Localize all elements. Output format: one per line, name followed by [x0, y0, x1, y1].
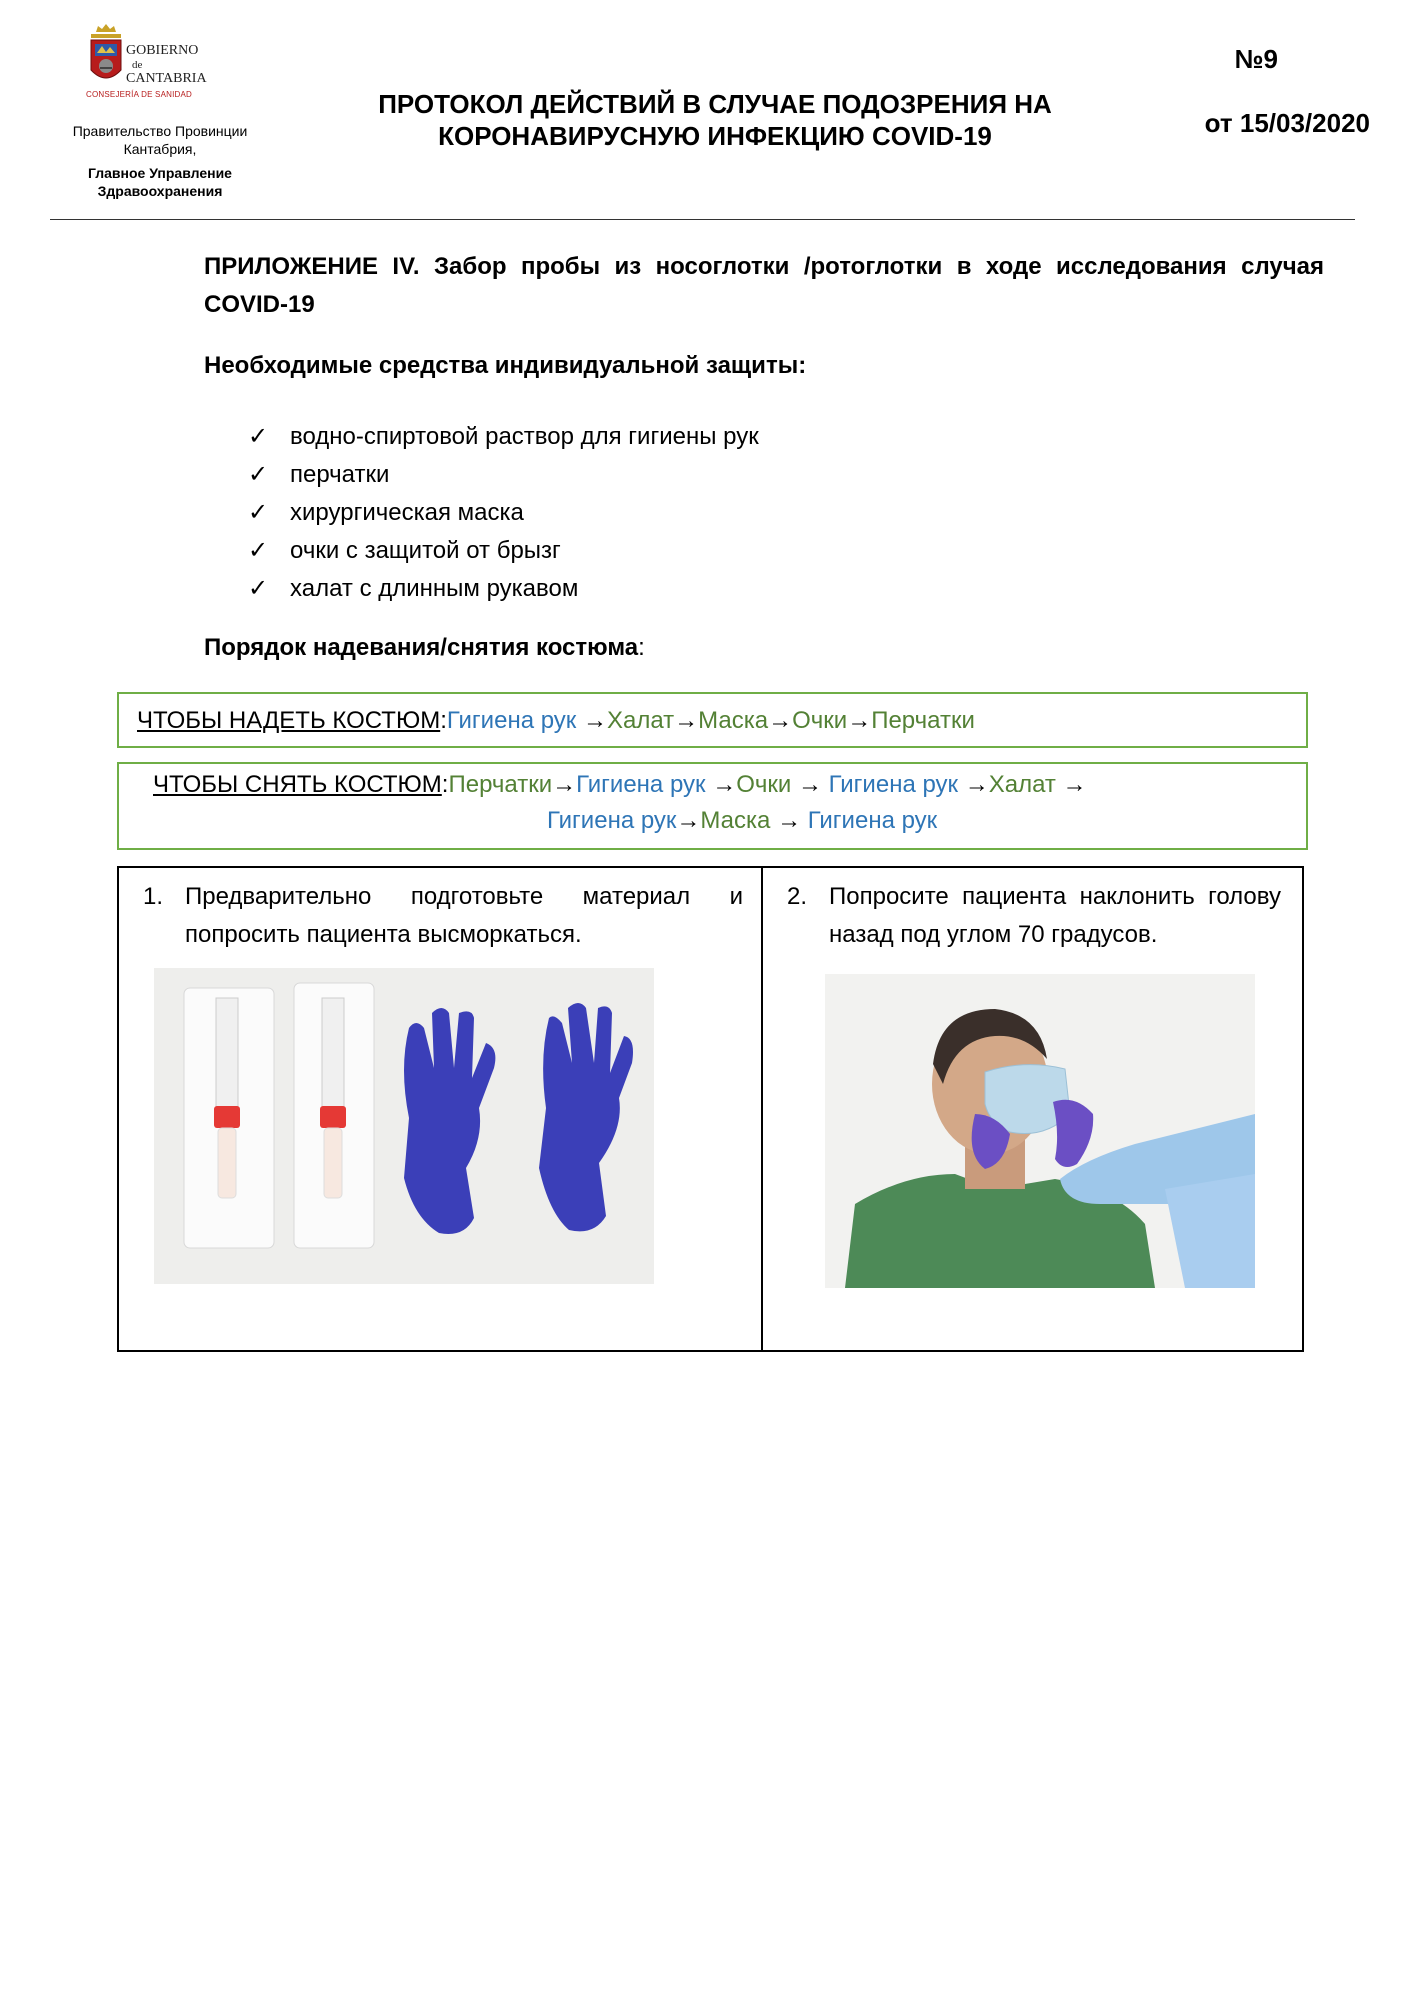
ppe-heading: Необходимые средства индивидуальной защиты: [204, 352, 807, 379]
doffing-sequence-box: ЧТОБЫ СНЯТЬ КОСТЮМ:Перчатки→Гигиена рук →Очки → Гигиена рук →Халат → Гигиена рук→Маска → Гигиена рук [117, 762, 1308, 850]
gov-name: Правительство Провинции Кантабрия, [72, 123, 248, 157]
sequence-step: Перчатки [871, 707, 975, 734]
materials-photo [154, 968, 654, 1284]
sequence-step: Гигиена рук [828, 771, 959, 798]
header-divider [50, 219, 1355, 220]
doffing-label: ЧТОБЫ СНЯТЬ КОСТЮМ [153, 771, 442, 798]
checkmark-icon: ✓ [248, 575, 269, 602]
document-number: №9 [1234, 44, 1278, 74]
step-1-text: 1. Предварительно подготовьте материал и попросить пациента высморкаться. [143, 883, 743, 948]
list-item: ✓ водно-спиртовой раствор для гигиены рук [248, 418, 759, 456]
cantabria-logo [82, 20, 242, 110]
ppe-list [248, 418, 759, 608]
step-2-text: 2. Попросите пациента наклонить голову назад под углом 70 градусов. [787, 883, 1281, 948]
checkmark-icon: ✓ [248, 537, 269, 564]
list-item: ✓ очки с защитой от брызг [248, 532, 759, 570]
column-divider [761, 868, 763, 1350]
sequence-step: Перчатки [448, 771, 553, 798]
sequence-step: Гигиена рук [576, 771, 706, 798]
order-heading: Порядок надевания/снятия костюма: [204, 634, 645, 661]
steps-table [117, 866, 1304, 1352]
sequence-step: Очки [736, 771, 792, 798]
checkmark-icon: ✓ [248, 499, 269, 526]
dept-name: Главное Управление Здравоохранения [88, 165, 232, 199]
sequence-step: Халат [988, 771, 1056, 798]
donning-sequence-box: ЧТОБЫ НАДЕТЬ КОСТЮМ:Гигиена рук →Халат→Маска→Очки→Перчатки [117, 692, 1308, 748]
checkmark-icon: ✓ [248, 461, 269, 488]
sequence-step: Гигиена рук [547, 807, 677, 834]
sequence-step: Халат [606, 707, 675, 734]
list-item: ✓ халат с длинным рукавом [248, 570, 759, 608]
patient-photo [825, 974, 1255, 1288]
logo-text: GOBIERNO de CANTABRIA CONSEJERÍA DE SANIDAD [86, 43, 207, 99]
coat-of-arms-icon [86, 24, 126, 94]
list-item: ✓ перчатки [248, 456, 759, 494]
annex-heading: ПРИЛОЖЕНИЕ IV. Забор пробы из носоглотки /ротоглотки в ходе исследования случая COVID-19 [204, 253, 1324, 318]
sequence-step: Маска [700, 807, 771, 834]
sequence-step: Маска [698, 707, 769, 734]
sequence-step: Гигиена рук [446, 707, 577, 734]
document-date: от 15/03/2020 [1204, 108, 1370, 138]
donning-label: ЧТОБЫ НАДЕТЬ КОСТЮМ [137, 707, 441, 734]
list-item: ✓ хирургическая маска [248, 494, 759, 532]
sequence-step: Очки [792, 707, 848, 734]
document-title: ПРОТОКОЛ ДЕЙСТВИЙ В СЛУЧАЕ ПОДОЗРЕНИЯ НА КОРОНАВИРУСНУЮ ИНФЕКЦИЮ COVID-19 [378, 89, 1052, 151]
sequence-step: Гигиена рук [807, 807, 938, 834]
checkmark-icon: ✓ [248, 423, 269, 450]
